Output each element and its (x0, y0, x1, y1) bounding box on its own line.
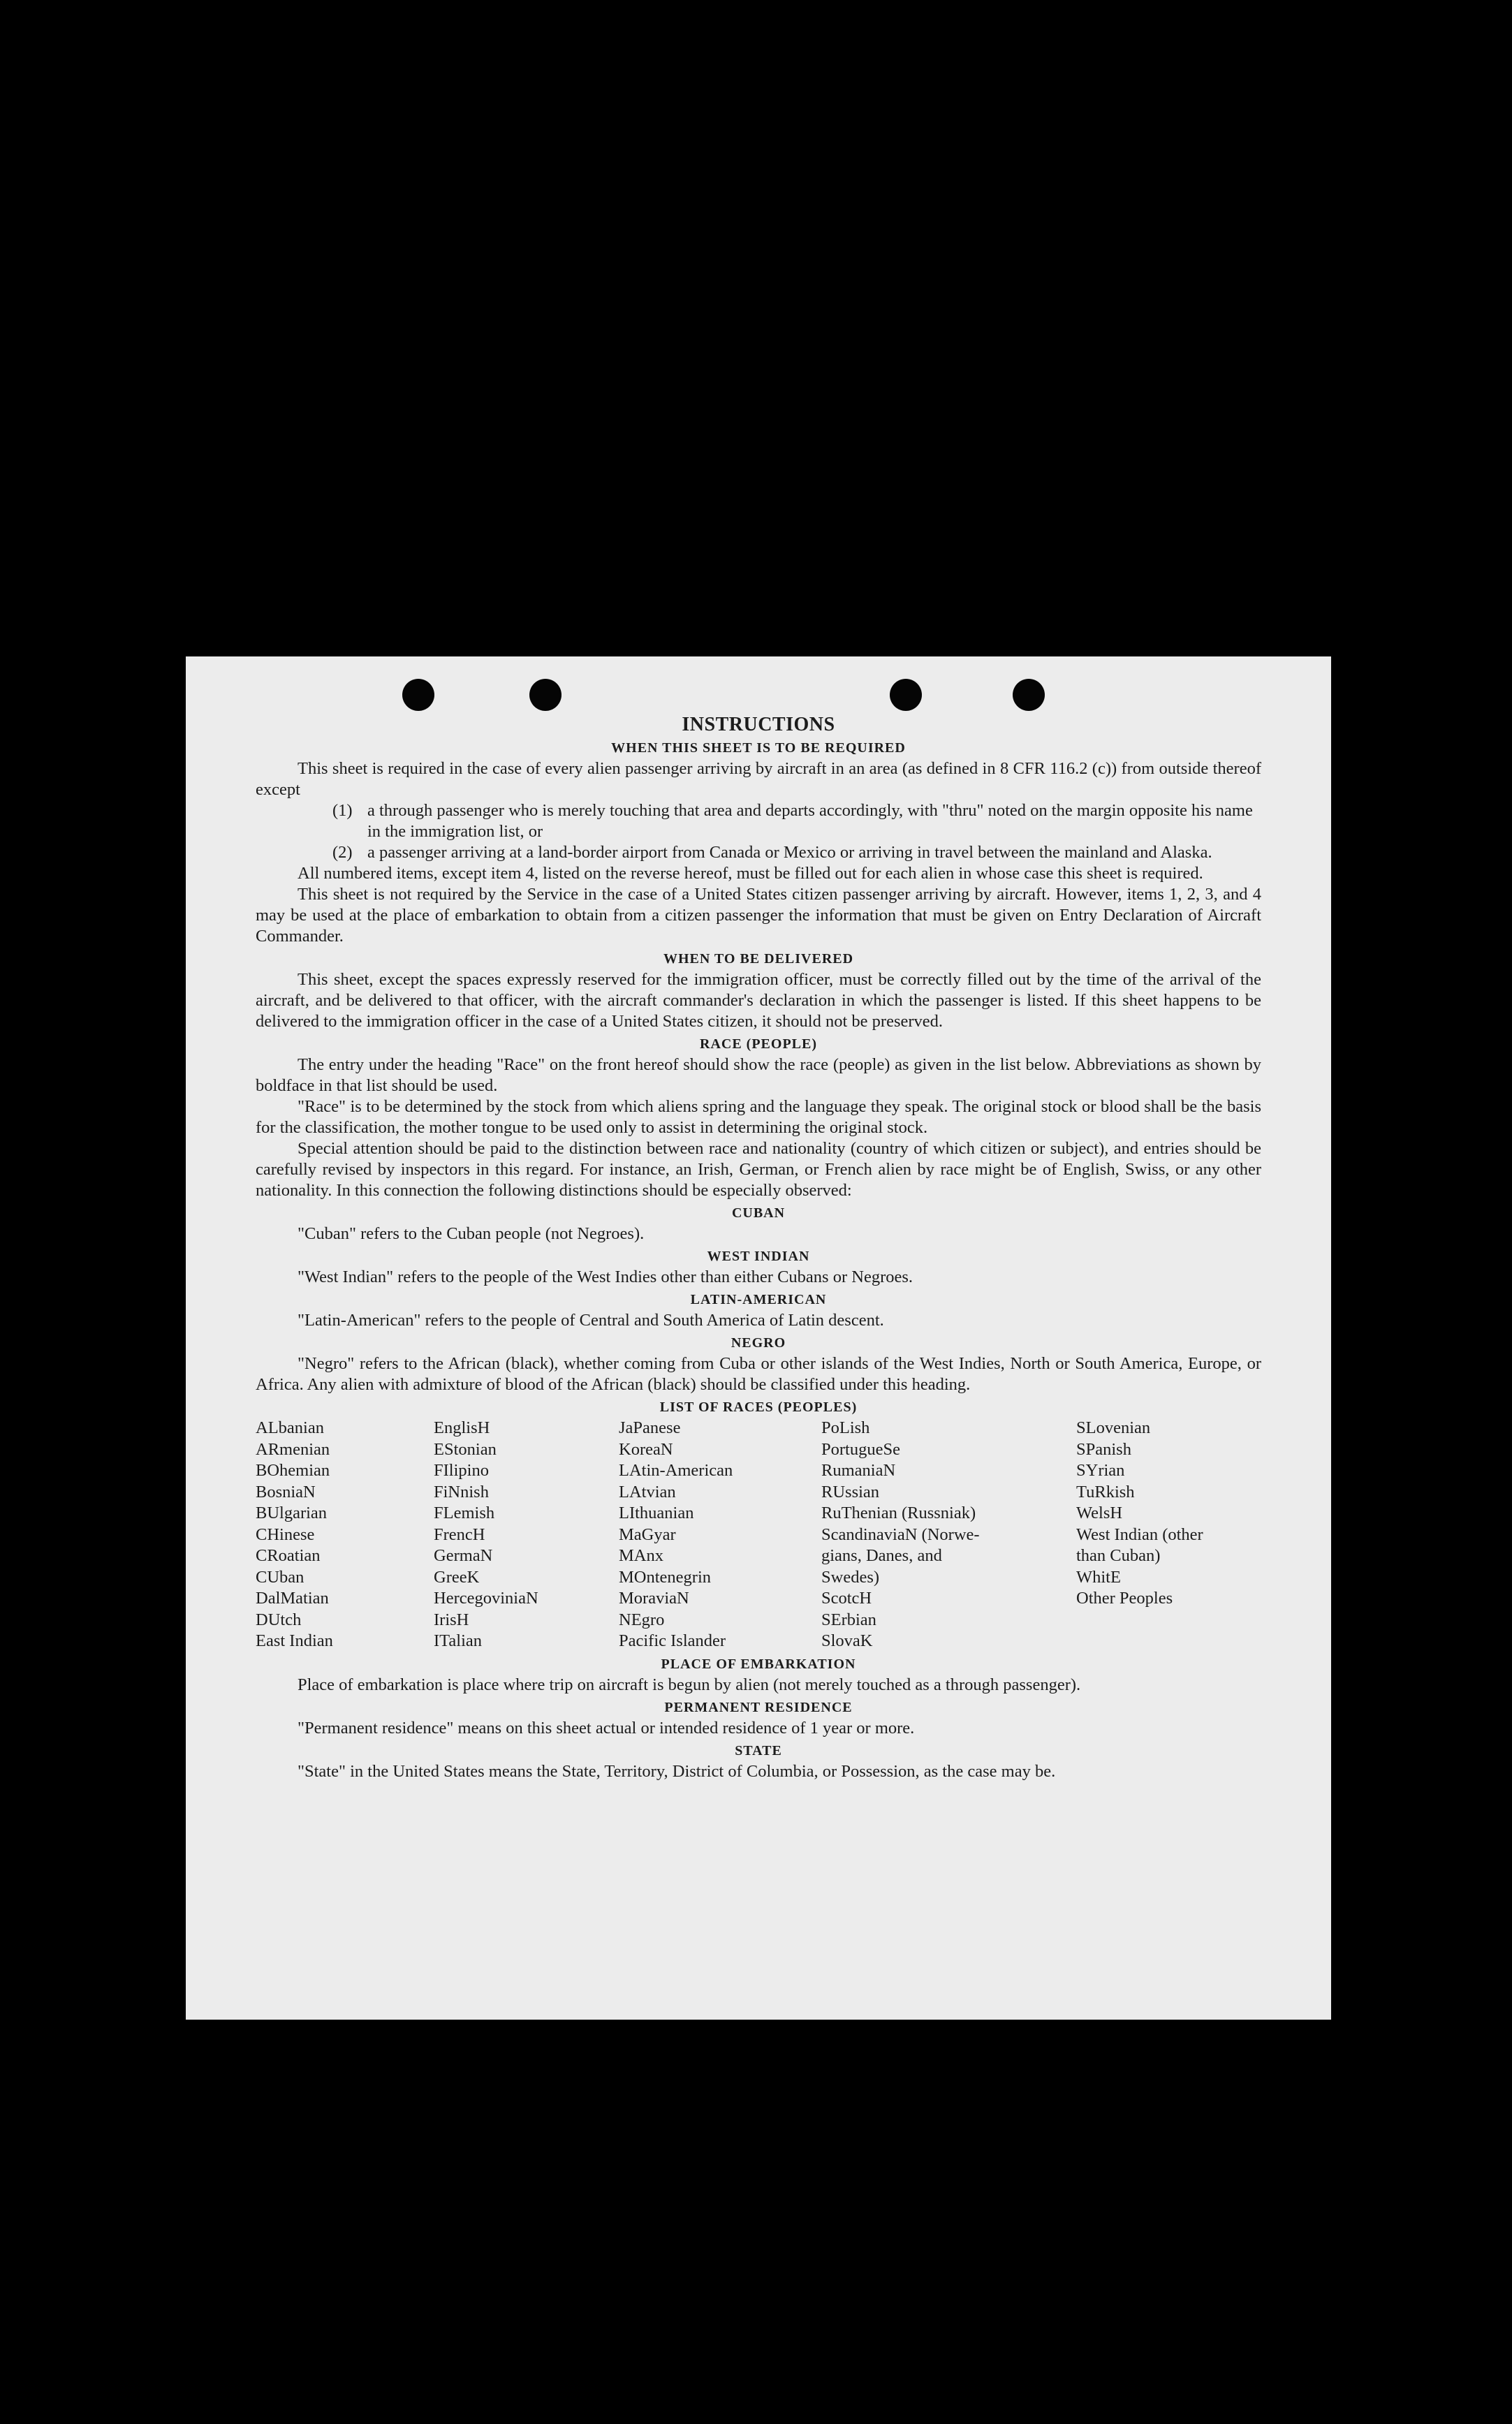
race-entry: CUban (256, 1567, 304, 1587)
race-entry: SLovenian (1076, 1418, 1151, 1437)
races-list (256, 1418, 1261, 1652)
section-heading: STATE (735, 1742, 782, 1758)
race-entry: West Indian (other (1076, 1525, 1203, 1544)
punch-hole (890, 679, 922, 711)
race-entry: GermaN (434, 1546, 493, 1565)
race-entry: NEgro (619, 1610, 665, 1629)
item-text: a passenger arriving at a land-border airport from Canada or Mexico or arriving in travel between the mainland and Alaska. (367, 843, 1212, 862)
paragraph: "Cuban" refers to the Cuban people (not Negroes). (298, 1224, 645, 1243)
section-heading: NEGRO (731, 1335, 786, 1351)
races-column (256, 1418, 434, 1652)
punch-hole (529, 679, 562, 711)
race-entry: PoLish (821, 1418, 870, 1437)
race-entry: FrencH (434, 1525, 485, 1544)
race-entry: SYrian (1076, 1461, 1125, 1480)
race-entry: East Indian (256, 1631, 333, 1650)
race-entry: ScandinaviaN (Norwe- (821, 1525, 980, 1544)
item-number: (1) (332, 801, 353, 820)
race-entry: LAtin-American (619, 1461, 733, 1480)
race-entry: FiNnish (434, 1482, 489, 1501)
paragraph: "State" in the United States means the State, Territory, District of Columbia, or Possession, as the case may be. (298, 1761, 1056, 1781)
race-entry: FIlipino (434, 1461, 489, 1480)
list-item (256, 842, 1261, 863)
section-heading: WHEN TO BE DELIVERED (663, 951, 854, 967)
section-heading: PERMANENT RESIDENCE (664, 1699, 853, 1715)
race-entry: MaGyar (619, 1525, 676, 1544)
race-entry: CHinese (256, 1525, 315, 1544)
paragraph: This sheet, except the spaces expressly reserved for the immigration officer, must be correctly filled out by the time of the arrival of the aircraft, and be delivered to that officer, with the aircraft commander's declaration in which the passenger is listed. If this sheet happens to be delivered to the immigration officer in the case of a United States citizen, it should not be preserved. (256, 970, 1261, 1031)
race-entry: BosniaN (256, 1482, 316, 1501)
paragraph: Special attention should be paid to the distinction between race and nationality (country of which citizen or subject), and entries should be carefully revised by inspectors in this regard. For instance, an Irish, German, or French alien by race might be of English, Swiss, or any other nationality. In this connection the following distinctions should be especially observed: (256, 1139, 1261, 1200)
section-heading: CUBAN (731, 1205, 786, 1221)
paragraph: "Race" is to be determined by the stock from which aliens spring and the language they speak. The original stock or blood shall be the basis for the classification, the mother tongue to be used only to assist in determining the original stock. (256, 1097, 1261, 1137)
race-entry: SErbian (821, 1610, 876, 1629)
paragraph: This sheet is not required by the Service in the case of a United States citizen passenger arriving by aircraft. However, items 1, 2, 3, and 4 may be used at the place of embarkation to obtain from a citizen passenger the information that must be given on Entry Declaration of Aircraft Commander. (256, 885, 1261, 946)
list-item (256, 800, 1261, 842)
item-text: a through passenger who is merely touching that area and departs accordingly, with "thru" noted on the margin opposite his name in the immigration list, or (367, 801, 1253, 841)
race-entry: ScotcH (821, 1589, 872, 1608)
race-entry: SPanish (1076, 1439, 1131, 1459)
race-entry: LIthuanian (619, 1504, 694, 1522)
section-heading: RACE (PEOPLE) (700, 1036, 817, 1052)
race-entry: EStonian (434, 1439, 497, 1459)
race-entry: than Cuban) (1076, 1546, 1161, 1565)
races-column (619, 1418, 821, 1652)
race-entry: DalMatian (256, 1589, 329, 1608)
section-heading: WHEN THIS SHEET IS TO BE REQUIRED (611, 740, 906, 756)
race-entry: GreeK (434, 1567, 480, 1587)
race-entry: Swedes) (821, 1567, 880, 1587)
race-entry: ARmenian (256, 1439, 330, 1459)
punch-hole (1013, 679, 1045, 711)
race-entry: JaPanese (619, 1418, 681, 1437)
race-entry: CRoatian (256, 1546, 321, 1565)
paragraph: This sheet is required in the case of every alien passenger arriving by aircraft in an area (as defined in 8 CFR 116.2 (c)) from outside thereof except (256, 759, 1261, 799)
race-entry: ITalian (434, 1631, 483, 1650)
race-entry: RumaniaN (821, 1461, 896, 1480)
race-entry: KoreaN (619, 1439, 673, 1459)
page-title: INSTRUCTIONS (682, 714, 835, 735)
race-entry: ALbanian (256, 1418, 324, 1437)
paragraph: "Negro" refers to the African (black), whether coming from Cuba or other islands of the West Indies, North or South America, Europe, or Africa. Any alien with admixture of blood of the African (black) should be classified under this heading. (256, 1354, 1261, 1394)
race-entry: Pacific Islander (619, 1631, 726, 1650)
race-entry: MoraviaN (619, 1589, 689, 1608)
race-entry: DUtch (256, 1610, 302, 1629)
race-entry: MAnx (619, 1546, 663, 1565)
race-entry: IrisH (434, 1610, 469, 1629)
paragraph: "Permanent residence" means on this sheet actual or intended residence of 1 year or more. (298, 1718, 915, 1738)
race-entry: gians, Danes, and (821, 1546, 942, 1565)
section-heading: LATIN-AMERICAN (690, 1292, 827, 1307)
race-entry: SlovaK (821, 1631, 873, 1650)
race-entry: WelsH (1076, 1504, 1123, 1522)
paragraph: All numbered items, except item 4, listed on the reverse hereof, must be filled out for each alien in whose case this sheet is required. (298, 864, 1203, 883)
race-entry: TuRkish (1076, 1482, 1135, 1501)
races-column (1076, 1418, 1261, 1652)
section-heading: PLACE OF EMBARKATION (661, 1656, 856, 1672)
section-heading: WEST INDIAN (707, 1249, 810, 1264)
race-entry: PortugueSe (821, 1439, 900, 1459)
punch-hole (402, 679, 434, 711)
instruction-sheet (186, 656, 1331, 2020)
race-entry: BUlgarian (256, 1504, 328, 1522)
race-entry: Other Peoples (1076, 1589, 1173, 1608)
races-column (821, 1418, 1076, 1652)
races-column (434, 1418, 619, 1652)
paragraph: "Latin-American" refers to the people of Central and South America of Latin descent. (298, 1311, 884, 1330)
race-entry: RUssian (821, 1482, 880, 1501)
race-entry: FLemish (434, 1504, 495, 1522)
paragraph: The entry under the heading "Race" on the front hereof should show the race (people) as given in the list below. Abbreviations as shown by boldface in that list should be used. (256, 1055, 1261, 1095)
section-heading: LIST OF RACES (PEOPLES) (659, 1400, 858, 1415)
race-entry: LAtvian (619, 1482, 676, 1501)
paragraph: Place of embarkation is place where trip on aircraft is begun by alien (not merely touched as a through passenger). (298, 1675, 1081, 1694)
race-entry: MOntenegrin (619, 1567, 711, 1587)
race-entry: RuThenian (Russniak) (821, 1504, 976, 1522)
race-entry: BOhemian (256, 1461, 330, 1480)
paragraph: "West Indian" refers to the people of the West Indies other than either Cubans or Negroes. (298, 1268, 913, 1286)
race-entry: WhitE (1076, 1567, 1121, 1587)
item-number: (2) (332, 843, 353, 862)
race-entry: EnglisH (434, 1418, 490, 1437)
race-entry: HercegoviniaN (434, 1589, 538, 1608)
